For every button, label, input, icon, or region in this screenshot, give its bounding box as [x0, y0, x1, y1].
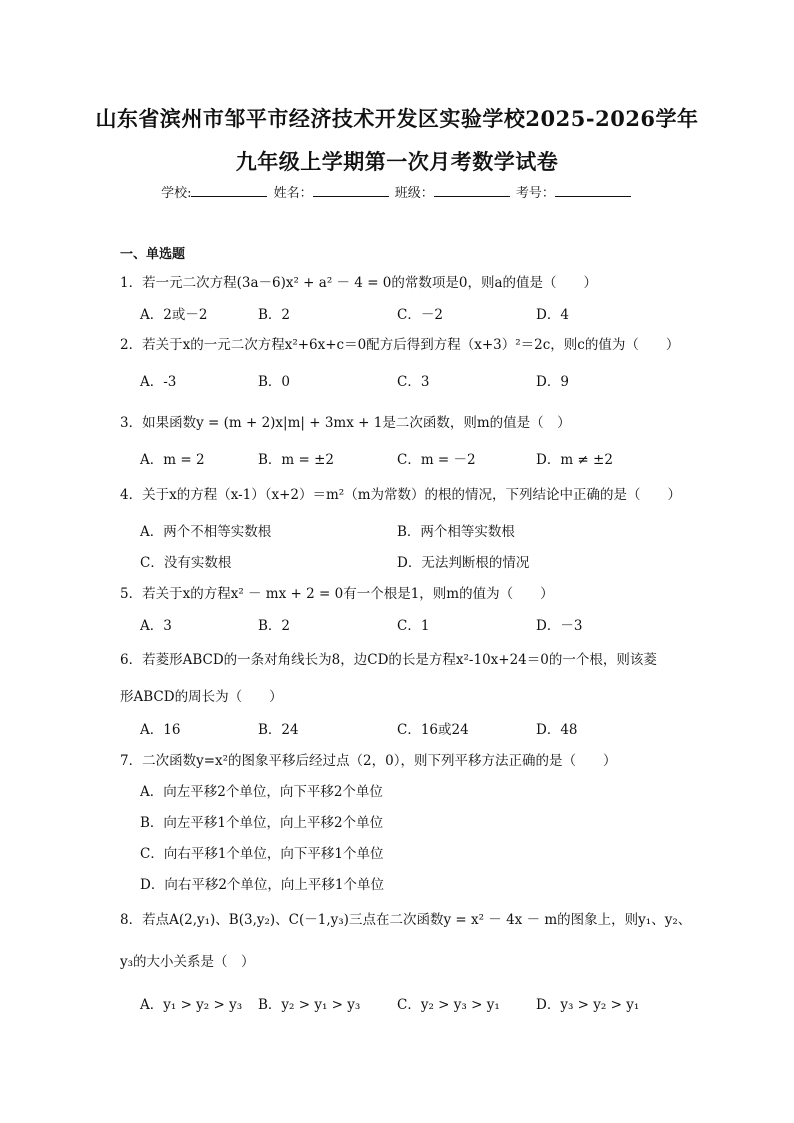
- question-6-option-c[interactable]: C．16或24: [397, 722, 469, 738]
- exam-title-line2: 九年级上学期第一次月考数学试卷: [235, 149, 559, 174]
- question-2-stem: 2．若关于x的一元二次方程x²+6x+c＝0配方后得到方程（x+3）²＝2c，则c的值为（ ）: [120, 337, 680, 353]
- question-7-option-a[interactable]: A．向左平移2个单位，向下平移2个单位: [140, 784, 383, 800]
- question-3-option-c[interactable]: C．m = －2: [397, 452, 476, 468]
- question-5-option-d[interactable]: D．－3: [536, 618, 583, 634]
- question-8-option-a[interactable]: A．y₁ > y₂ > y₃: [140, 997, 243, 1013]
- question-5-option-c[interactable]: C．1: [397, 618, 430, 634]
- question-6-option-b[interactable]: B．24: [258, 722, 299, 738]
- question-7-option-c[interactable]: C．向右平移1个单位，向下平移1个单位: [140, 846, 384, 862]
- section-heading: 一、单选题: [120, 247, 186, 262]
- question-3-option-b[interactable]: B．m = ±2: [258, 452, 335, 468]
- question-8-option-d[interactable]: D．y₃ > y₂ > y₁: [536, 997, 640, 1013]
- question-4-option-d[interactable]: D．无法判断根的情况: [397, 555, 530, 571]
- question-2-option-a[interactable]: A．-3: [140, 374, 177, 390]
- question-1-stem: 1．若一元二次方程(3a－6)x² + a² － 4 = 0的常数项是0，则a的值是（ ）: [120, 275, 598, 291]
- exam-number-label: 考号：: [515, 186, 555, 201]
- question-1-option-a[interactable]: A．2或－2: [140, 307, 208, 323]
- question-1-option-c[interactable]: C．－2: [397, 307, 443, 323]
- question-8-stem-line2: y₃的大小关系是（ ）: [120, 954, 255, 970]
- question-1-option-b[interactable]: B．2: [258, 307, 291, 323]
- question-2-option-b[interactable]: B．0: [258, 374, 291, 390]
- question-7-stem: 7．二次函数y=x²的图象平移后经过点（2，0），则下列平移方法正确的是（ ）: [120, 753, 617, 769]
- question-6-option-a[interactable]: A．16: [140, 722, 181, 738]
- question-8-option-b[interactable]: B．y₂ > y₁ > y₃: [258, 997, 361, 1013]
- question-6-option-d[interactable]: D．48: [536, 722, 578, 738]
- exam-number-blank[interactable]: [555, 184, 631, 197]
- name-label: 姓名：: [273, 186, 313, 201]
- question-4-option-b[interactable]: B．两个相等实数根: [397, 524, 515, 540]
- question-8-stem-line1: 8．若点A(2,y₁)、B(3,y₂)、C(－1,y₃)三点在二次函数y = x² － 4x － m的图象上，则y₁、y₂、: [120, 912, 692, 928]
- question-5-option-a[interactable]: A．3: [140, 618, 172, 634]
- exam-title-line1: 山东省滨州市邹平市经济技术开发区实验学校2025-2026学年: [95, 106, 699, 131]
- question-8-option-c[interactable]: C．y₂ > y₃ > y₁: [397, 997, 500, 1013]
- question-7-option-b[interactable]: B．向左平移1个单位，向上平移2个单位: [140, 815, 384, 831]
- question-6-stem-line1: 6．若菱形ABCD的一条对角线长为8，边CD的长是方程x²-10x+24＝0的一个根，则该菱: [120, 652, 657, 668]
- school-label: 学校:: [161, 186, 192, 201]
- school-blank[interactable]: [191, 184, 267, 197]
- question-4-stem: 4．关于x的方程（x-1）（x+2）＝m²（m为常数）的根的情况，下列结论中正确的是（ ）: [120, 487, 682, 503]
- question-5-stem: 5．若关于x的方程x² － mx + 2 = 0有一个根是1，则m的值为（ ）: [120, 586, 554, 602]
- question-5-option-b[interactable]: B．2: [258, 618, 291, 634]
- question-4-option-c[interactable]: C．没有实数根: [140, 555, 232, 571]
- student-info-row: [0, 182, 794, 201]
- question-7-option-d[interactable]: D．向右平移2个单位，向上平移1个单位: [140, 877, 385, 893]
- question-3-option-a[interactable]: A．m = 2: [140, 452, 205, 468]
- question-3-option-d[interactable]: D．m ≠ ±2: [536, 452, 613, 468]
- question-2-option-d[interactable]: D．9: [536, 374, 569, 390]
- class-blank[interactable]: [434, 184, 510, 197]
- question-1-option-d[interactable]: D．4: [536, 307, 569, 323]
- question-3-stem: 3．如果函数y = (m + 2)x|m| + 3mx + 1是二次函数，则m的值是（ ）: [120, 415, 571, 431]
- class-label: 班级：: [394, 186, 434, 201]
- name-blank[interactable]: [313, 184, 389, 197]
- question-4-option-a[interactable]: A．两个不相等实数根: [140, 524, 272, 540]
- question-2-option-c[interactable]: C．3: [397, 374, 430, 390]
- question-6-stem-line2: 形ABCD的周长为（ ）: [120, 689, 283, 705]
